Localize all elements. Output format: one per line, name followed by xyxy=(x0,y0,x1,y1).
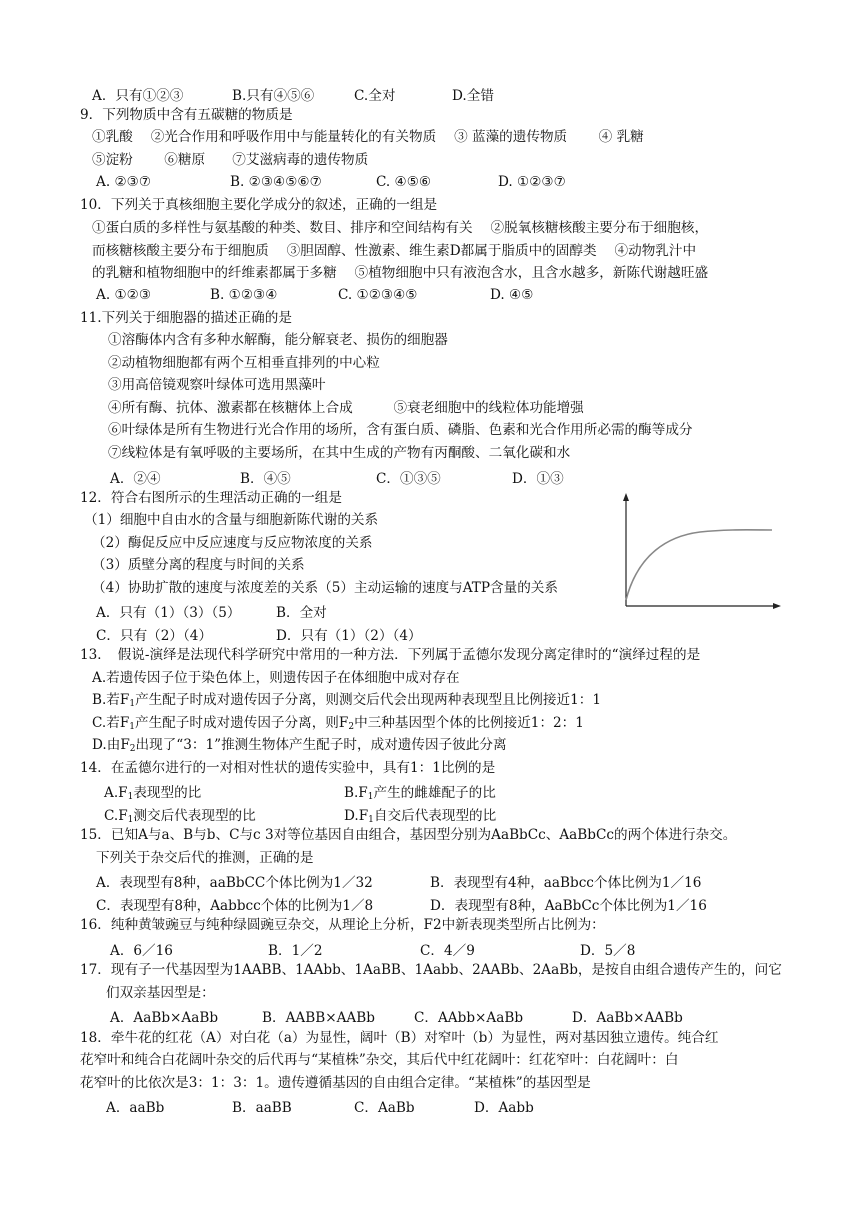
q13-option-c: C.若$F_1$产生配子时成对遗传因子分离，则$F_2$中三种基因型个体的比例接近1：2：1 xyxy=(92,715,584,732)
q11-option-d: D．①③ xyxy=(512,471,564,487)
q18-line1: 18．牵牛花的红花（A）对白花（a）为显性，阔叶（B）对窄叶（b）为显性，两对基因独立遗传。纯合红 xyxy=(80,1030,719,1046)
q10-option-b: B. ①②③④ xyxy=(210,287,278,303)
q13-option-d: D.由$F_2$出现了“3：1”推测生物体产生配子时，成对遗传因子彼此分离 xyxy=(92,737,507,754)
q11-item-7: ⑦线粒体是有氧呼吸的主要场所，在其中生成的产物有丙酮酸、二氧化碳和水 xyxy=(108,445,571,461)
q11-item-4-5: ④所有酶、抗体、激素都在核糖体上合成 ⑤衰老细胞中的线粒体功能增强 xyxy=(108,400,584,416)
q8-option-c: C.全对 xyxy=(354,88,396,104)
q12-option-d: D．只有（1）（2）（4） xyxy=(276,628,422,644)
q15-stem-line1: 15．已知A与a、B与b、C与c 3对等位基因自由组合，基因型分别为AaBbCc、AaBbCc的两个体进行杂交。 xyxy=(80,827,737,843)
q9-items-line1: ①乳酸 ②光合作用和呼吸作用中与能量转化的有关物质 ③ 蓝藻的遗传物质 ④ 乳糖 xyxy=(92,129,644,145)
q10-option-d: D. ④⑤ xyxy=(490,287,534,303)
q11-item-1: ①溶酶体内含有多种水解酶，能分解衰老、损伤的细胞器 xyxy=(108,332,448,348)
graph-curve xyxy=(626,530,772,600)
q18-line2: 花窄叶和纯合白花阔叶杂交的后代再与“某植株”杂交，其后代中红花阔叶：红花窄叶：白花阔叶：白 xyxy=(80,1052,679,1068)
q10-line1: ①蛋白质的多样性与氨基酸的种类、数目、排序和空间结构有关 ②脱氧核糖核酸主要分布于细胞核， xyxy=(92,220,709,236)
q17-option-a: A．AaBb×AaBb xyxy=(110,1010,219,1026)
q14-option-c: $C.F_1$测交后代表现型的比 xyxy=(104,808,256,825)
q12-item-3: （3）质壁分离的程度与时间的关系 xyxy=(92,557,305,573)
q9-option-b: B. ②③④⑤⑥⑦ xyxy=(230,174,322,190)
q15-option-c: C．表现型有8种，Aabbcc个体的比例为1／8 xyxy=(96,898,374,914)
q9-items-line2: ⑤淀粉 ⑥糖原 ⑦艾滋病毒的遗传物质 xyxy=(92,152,369,168)
q11-item-6: ⑥叶绿体是所有生物进行光合作用的场所，含有蛋白质、磷脂、色素和光合作用所必需的酶等成分 xyxy=(108,422,693,438)
q16-option-c: C．4／9 xyxy=(420,943,475,959)
q8-option-a: A．只有①②③ xyxy=(92,88,184,104)
q13-option-b: B.若$F_1$产生配子时成对遗传因子分离，则测交后代会出现两种表现型且比例接近1：1 xyxy=(92,692,601,709)
q12-option-c: C．只有（2）（4） xyxy=(96,628,213,644)
q18-option-d: D．Aabb xyxy=(474,1100,534,1116)
q11-item-3: ③用高倍镜观察叶绿体可选用黑藻叶 xyxy=(108,377,326,393)
q10-line3: 的乳糖和植物细胞中的纤维素都属于多糖 ⑤植物细胞中只有液泡含水，且含水越多，新陈代谢越旺盛 xyxy=(92,265,709,281)
q12-figure xyxy=(618,492,784,612)
q12-stem: 12．符合右图所示的生理活动正确的一组是 xyxy=(80,490,342,506)
q14-stem: 14．在孟德尔进行的一对相对性状的遗传实验中，具有1：1比例的是 xyxy=(80,760,496,776)
q11-item-2: ②动植物细胞都有两个互相垂直排列的中心粒 xyxy=(108,355,380,371)
q9-option-a: A. ②③⑦ xyxy=(96,174,152,190)
q15-stem-line2: 下列关于杂交后代的推测，正确的是 xyxy=(96,850,314,866)
q8-option-d: D.全错 xyxy=(452,88,494,104)
q9-stem: 9．下列物质中含有五碳糖的物质是 xyxy=(80,107,293,123)
q12-item-4-5: （4）协助扩散的速度与浓度差的关系（5）主动运输的速度与ATP含量的关系 xyxy=(92,580,558,596)
q18-option-c: C．AaBb xyxy=(354,1100,415,1116)
q16-option-a: A．6／16 xyxy=(110,943,173,959)
q18-option-a: A．aaBb xyxy=(106,1100,165,1116)
q16-option-d: D．5／8 xyxy=(580,943,636,959)
q17-stem-line2: 们双亲基因型是： xyxy=(106,985,215,1001)
q15-option-b: B．表现型有4种，aaBbcc个体比例为1／16 xyxy=(430,875,702,891)
q12-item-1: （1）细胞中自由水的含量与细胞新陈代谢的关系 xyxy=(84,512,379,528)
q11-option-b: B．④⑤ xyxy=(240,471,291,487)
q11-stem: 11.下列关于细胞器的描述正确的是 xyxy=(80,310,292,326)
q18-option-b: B．aaBB xyxy=(232,1100,292,1116)
q15-option-d: D．表现型有8种，AaBbCc个体比例为1／16 xyxy=(430,898,707,914)
q15-option-a: A．表现型有8种，aaBbCC个体比例为1／32 xyxy=(96,875,373,891)
q14-option-d: $D.F_1$自交后代表现型的比 xyxy=(344,808,497,825)
q17-option-b: B．AABB×AABb xyxy=(262,1010,375,1026)
graph-x-axis-arrow xyxy=(773,603,781,609)
q9-option-c: C. ④⑤⑥ xyxy=(376,174,432,190)
q11-option-c: C．①③⑤ xyxy=(376,471,441,487)
q10-line2: 而核糖核酸主要分布于细胞质 ③胆固醇、性激素、维生素D都属于脂质中的固醇类 ④动物乳汁中 xyxy=(92,243,697,259)
q17-option-c: C．AAbb×AaBb xyxy=(414,1010,524,1026)
q12-option-b: B．全对 xyxy=(276,605,327,621)
q16-stem: 16．纯种黄皱豌豆与纯种绿圆豌豆杂交，从理论上分析，F2中新表现类型所占比例为： xyxy=(80,917,605,933)
q10-option-a: A. ①②③ xyxy=(96,287,152,303)
q16-option-b: B．1／2 xyxy=(268,943,323,959)
q10-stem: 10．下列关于真核细胞主要化学成分的叙述，正确的一组是 xyxy=(80,197,438,213)
q17-stem-line1: 17．现有子一代基因型为1AABB、1AAbb、1AaBB、1Aabb、2AABb、2AaBb，是按自由组合遗传产生的，问它 xyxy=(80,962,782,978)
q11-option-a: A．②④ xyxy=(110,471,161,487)
q9-option-d: D. ①②③⑦ xyxy=(498,174,566,190)
q18-line3: 花窄叶的比依次是3：1：3：1。遗传遵循基因的自由组合定律。“某植株”的基因型是 xyxy=(80,1075,591,1091)
q13-option-a: A.若遗传因子位于染色体上，则遗传因子在体细胞中成对存在 xyxy=(92,670,460,686)
q12-item-2: （2）酶促反应中反应速度与反应物浓度的关系 xyxy=(92,535,373,551)
q14-option-b: $B.F_1$产生的雌雄配子的比 xyxy=(344,785,496,802)
graph-y-axis-arrow xyxy=(623,493,629,501)
q14-option-a: $A.F_1$表现型的比 xyxy=(104,785,202,802)
q12-option-a: A．只有（1）（3）（5） xyxy=(96,605,241,621)
q17-option-d: D．AaBb×AABb xyxy=(572,1010,683,1026)
q13-stem: 13． 假说-演绎是法现代科学研究中常用的一种方法．下列属于孟德尔发现分离定律时的“演绎过程的是 xyxy=(80,647,701,663)
q8-option-b: B.只有④⑤⑥ xyxy=(232,88,315,104)
q10-option-c: C. ①②③④⑤ xyxy=(338,287,418,303)
